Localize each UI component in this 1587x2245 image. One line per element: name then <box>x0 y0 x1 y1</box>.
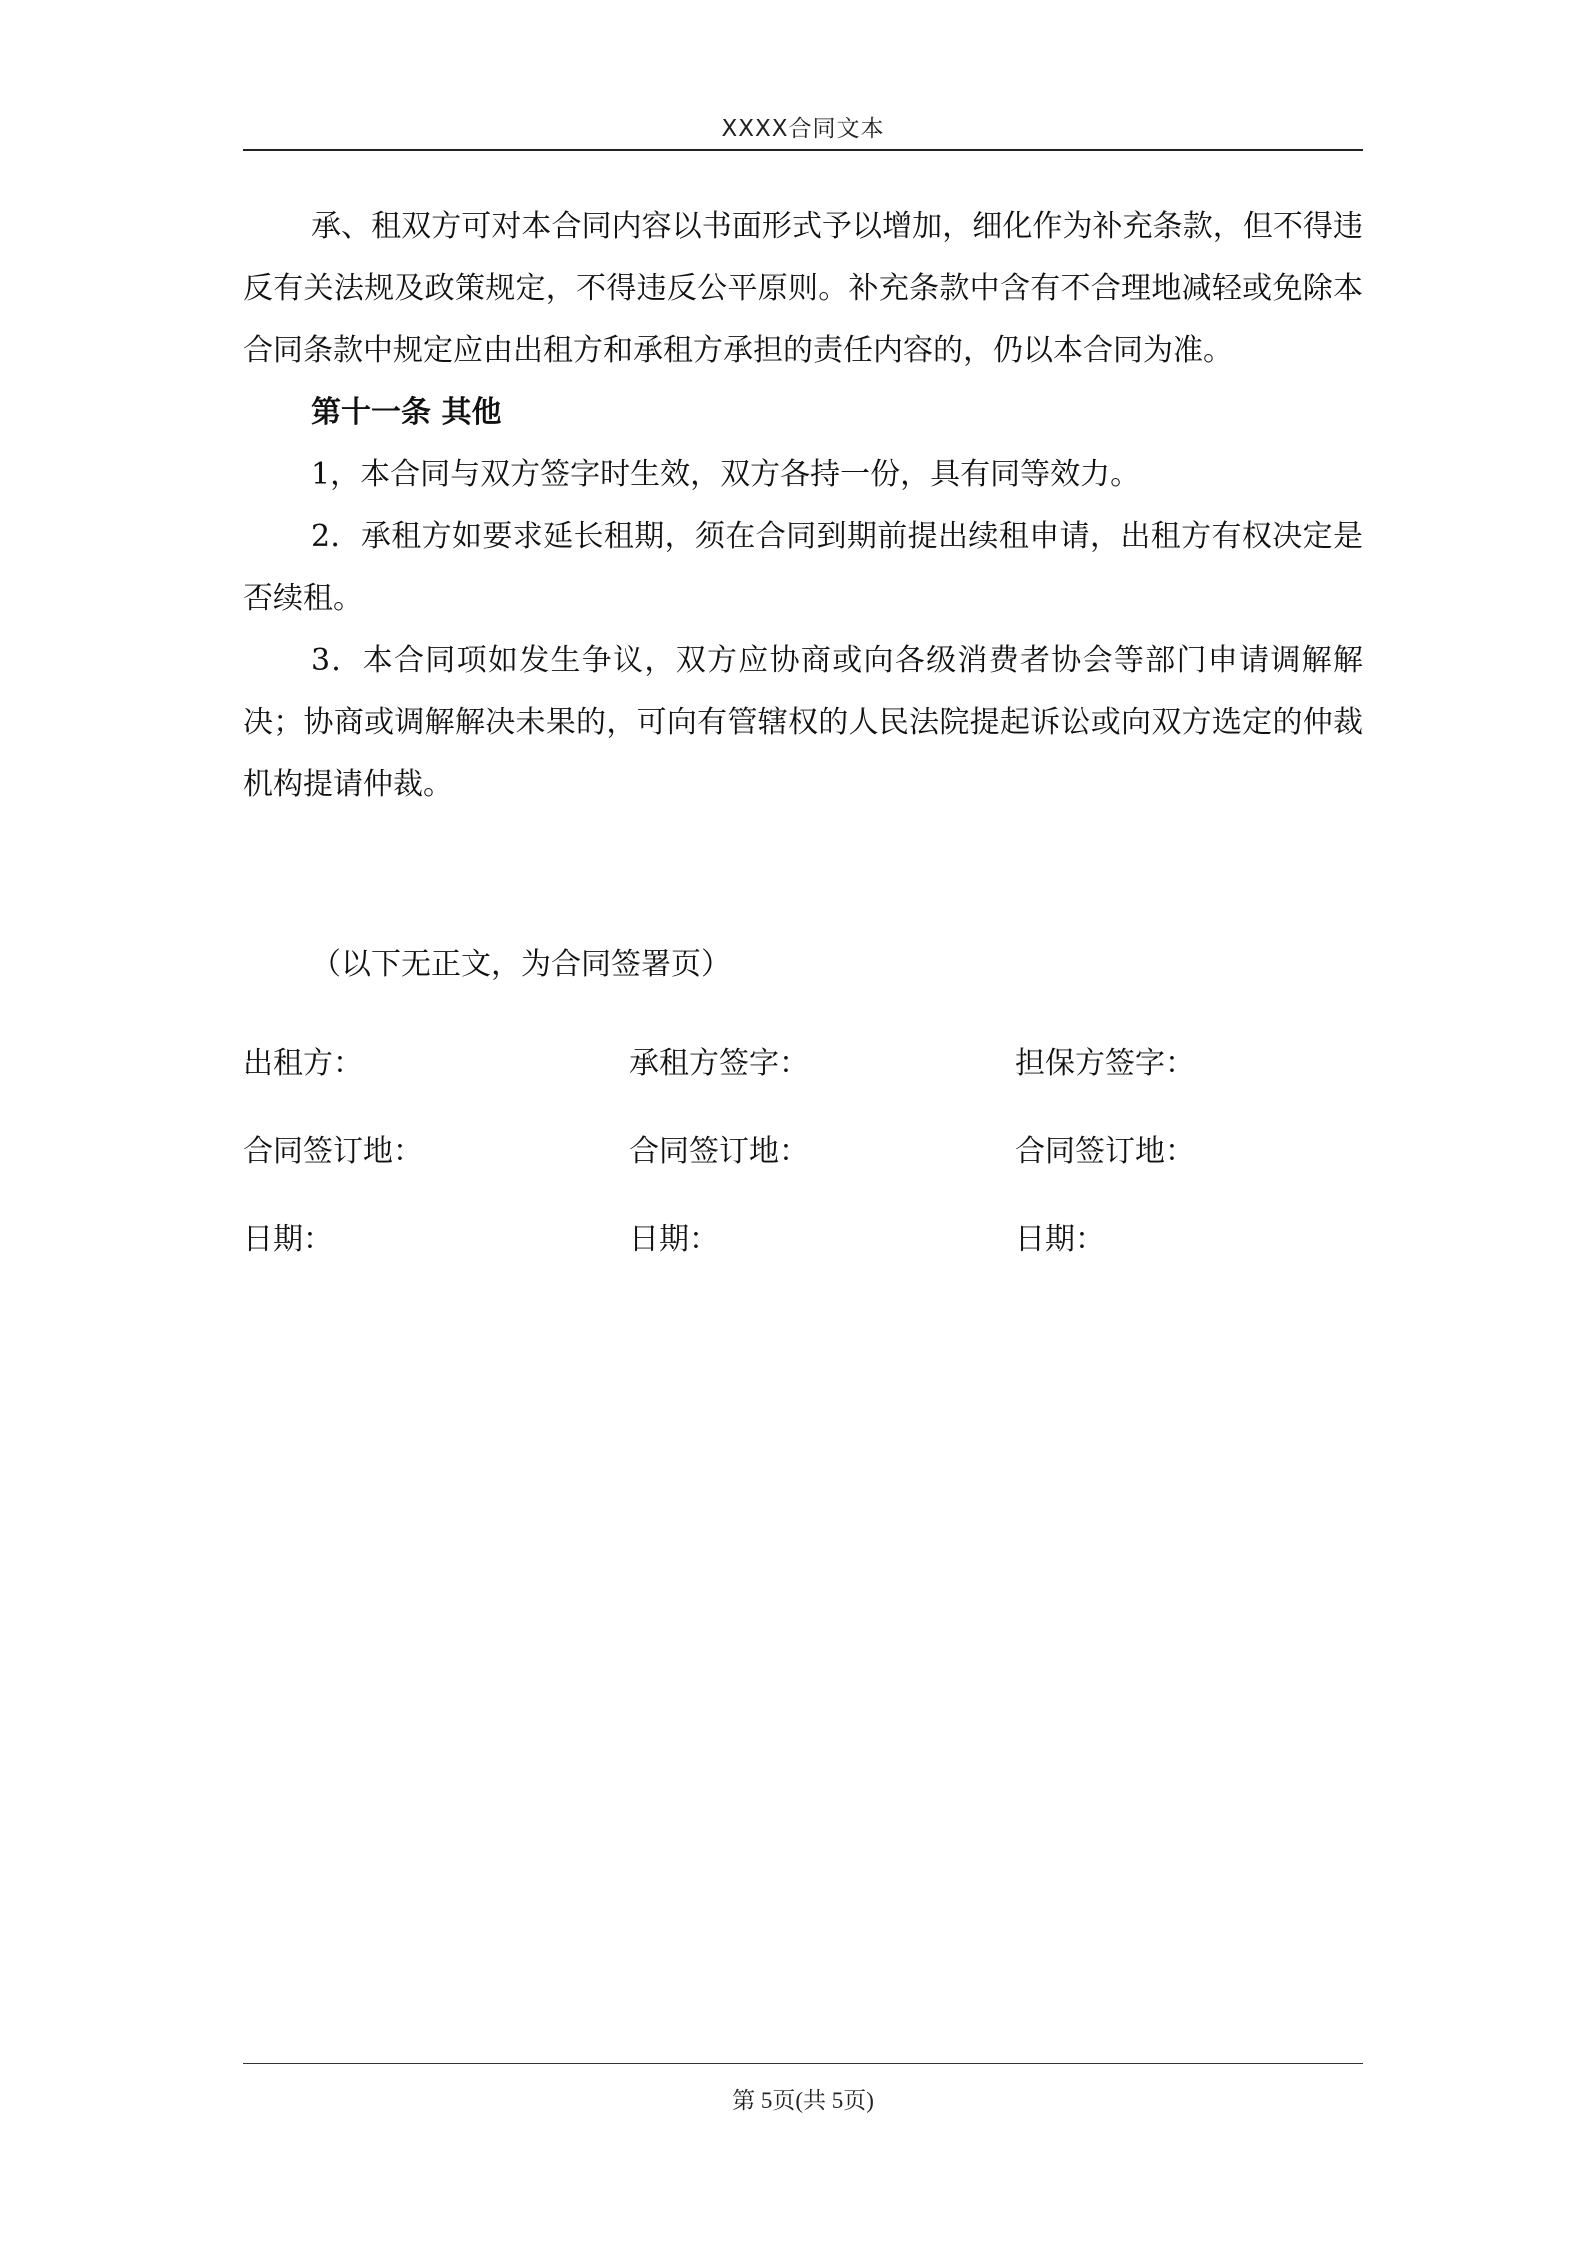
page-number: 第 5页(共 5页) <box>732 2088 874 2113</box>
article-item-2: 2．承租方如要求延长租期，须在合同到期前提出续租申请，出租方有权决定是否续租。 <box>243 519 1363 616</box>
supplement-paragraph: 承、租双方可对本合同内容以书面形式予以增加，细化作为补充条款，但不得违反有关法规及政策规定，不得违反公平原则。补充条款中含有不合理地减轻或免除本合同条款中规定应由出租方和承租方承担的责任内容的，仍以本合同为准。 <box>243 209 1363 368</box>
page-header-title: XXXX合同文本 <box>721 116 885 142</box>
guarantor-place-label: 合同签订地： <box>1015 1134 1195 1169</box>
lessee-place-label: 合同签订地： <box>629 1134 809 1169</box>
signature-row <box>243 1038 1363 1126</box>
closing-note: （以下无正文，为合同签署页） <box>311 947 731 982</box>
header-divider <box>243 149 1363 151</box>
lessee-date-label: 日期： <box>629 1222 719 1257</box>
footer-divider <box>243 2063 1363 2064</box>
lessor-place-label: 合同签订地： <box>243 1134 423 1169</box>
article-item-1: 1，本合同与双方签字时生效，双方各持一份，具有同等效力。 <box>311 457 1141 492</box>
signature-block <box>243 1038 1363 1302</box>
article-item-3: 3．本合同项如发生争议，双方应协商或向各级消费者协会等部门申请调解解决；协商或调解解决未果的，可向有管辖权的人民法院提起诉讼或向双方选定的仲裁机构提请仲裁。 <box>243 643 1363 802</box>
lessee-sign-label: 承租方签字： <box>629 1046 809 1081</box>
lessor-sign-label: 出租方： <box>243 1046 363 1081</box>
signing-place-row <box>243 1126 1363 1214</box>
date-row <box>243 1214 1363 1302</box>
article-11-title: 第十一条 其他 <box>311 395 502 430</box>
document-body <box>243 196 1363 816</box>
guarantor-sign-label: 担保方签字： <box>1015 1046 1195 1081</box>
lessor-date-label: 日期： <box>243 1222 333 1257</box>
guarantor-date-label: 日期： <box>1015 1222 1105 1257</box>
